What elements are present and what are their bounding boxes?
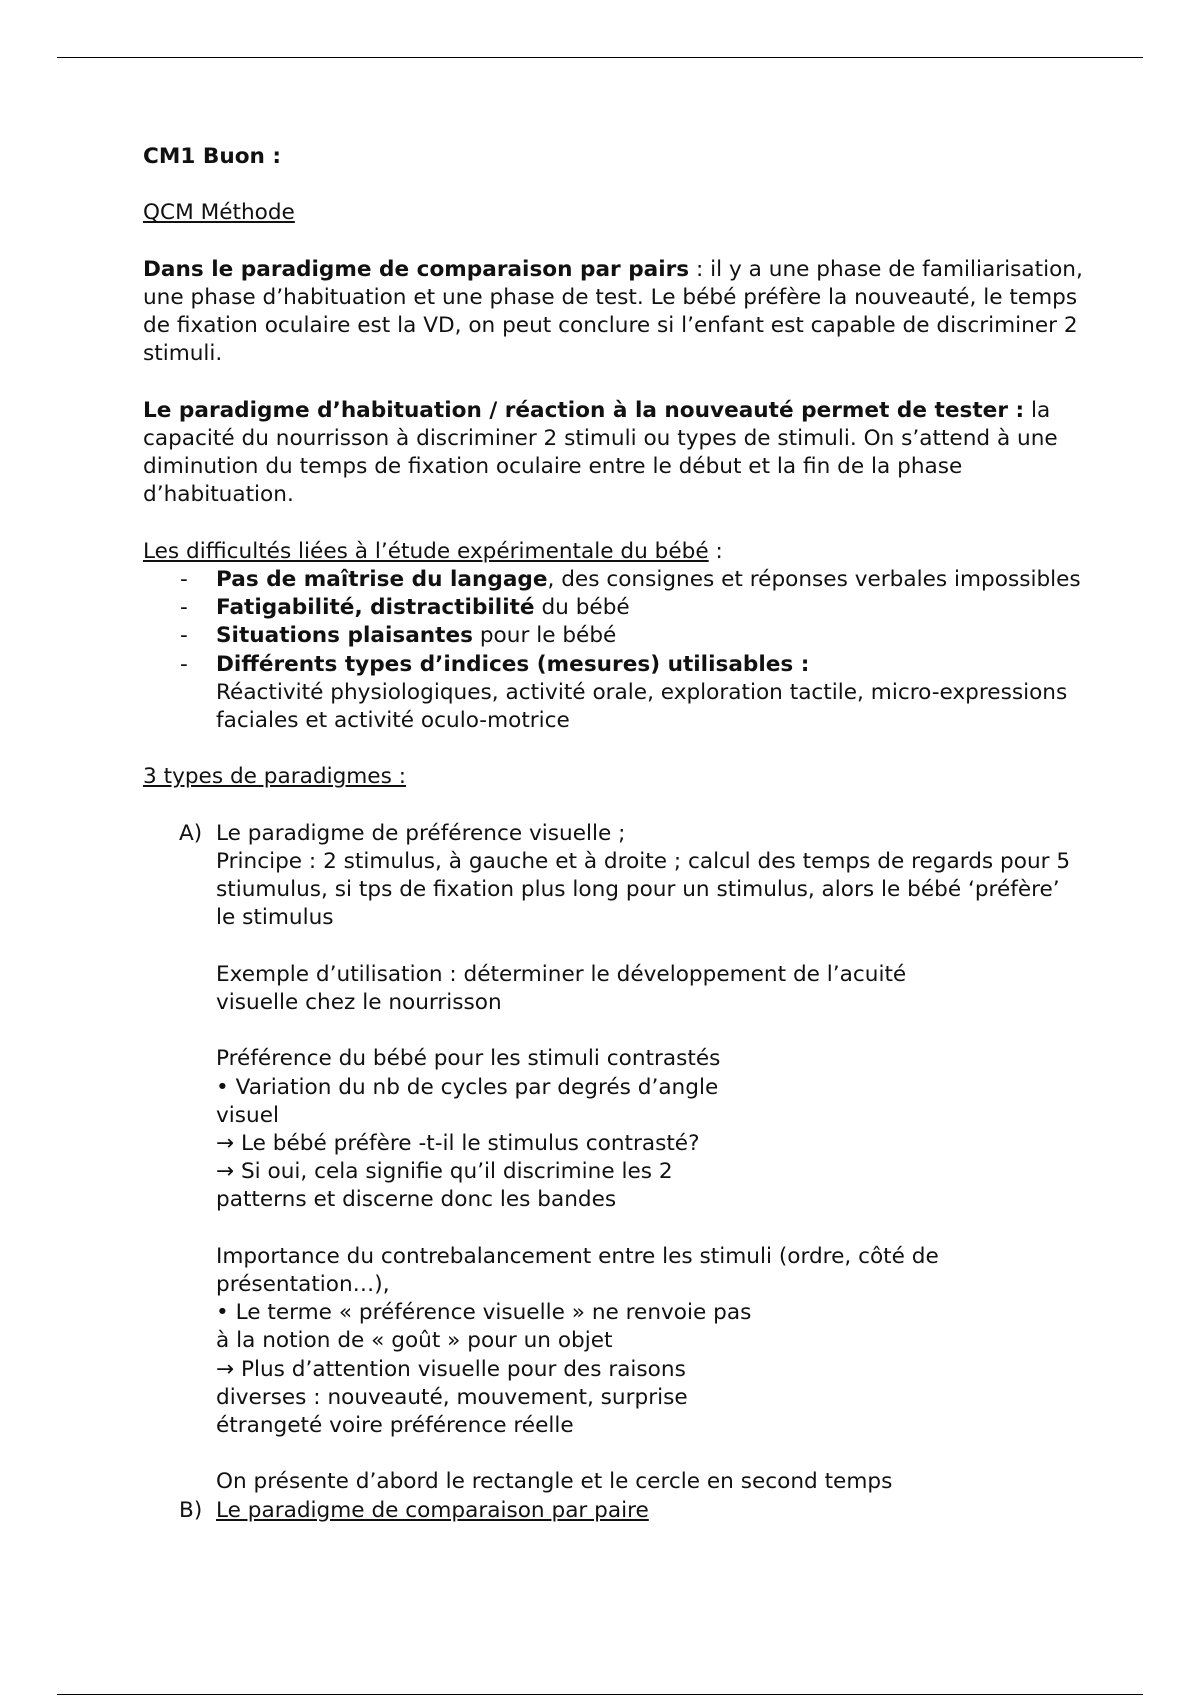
section-heading: QCM Méthode (143, 200, 295, 226)
paradigm-a-title: Le paradigme de préférence visuelle ; (216, 820, 626, 846)
counterbalance-line: Importance du contrebalancement entre les stimuli (ordre, côté de présentation…), (216, 1243, 939, 1297)
counterbalance-line: diverses : nouveauté, mouvement, surprise (216, 1384, 688, 1410)
counterbalance-line: • Le terme « préférence visuelle » ne renvoie pas (216, 1300, 752, 1326)
paragraph-paired-comparison (143, 256, 1083, 369)
list-item-text: pour le bébé (472, 623, 617, 649)
dash-marker: - (180, 595, 188, 621)
list-item-text: du bébé (534, 595, 630, 621)
document-body (143, 143, 1083, 1525)
paradigm-a-example (216, 961, 1083, 1017)
list-item-lead: Fatigabilité, distractibilité (216, 595, 535, 621)
list-item (143, 622, 1083, 650)
paradigm-b-marker: B) (179, 1497, 203, 1523)
dash-marker: - (180, 623, 188, 649)
list-item-lead: Situations plaisantes (216, 623, 473, 649)
difficulties-heading (143, 538, 1083, 566)
footer-rule (57, 1694, 1143, 1695)
paragraph-habituation (143, 397, 1083, 510)
paradigm-a-closing: On présente d’abord le rectangle et le cercle en second temps (216, 1469, 893, 1495)
list-item (143, 566, 1083, 594)
contrast-line: • Variation du nb de cycles par degrés d’angle (216, 1074, 719, 1100)
paragraph-text: : il y a une phase de familiarisation, une phase d’habituation et une phase de test. Le bébé préfère la nouveauté, le temps de fixation oculaire est la VD, on peut conclure si l’enfant est capable de discriminer 2 stimuli. (143, 256, 1083, 367)
contrast-line: visuel (216, 1102, 279, 1128)
dash-marker: - (180, 566, 188, 592)
list-item-lead: Pas de maîtrise du langage (216, 566, 548, 592)
contrast-line: → Le bébé préfère -t-il le stimulus contrasté? (216, 1130, 700, 1156)
paradigm-a-principle: Principe : 2 stimulus, à gauche et à droite ; calcul des temps de regards pour 5 stiumulus, si tps de fixation plus long pour un stimulus, alors le bébé ‘préfère’ le stimulus (216, 848, 1071, 931)
list-item-text: Réactivité physiologiques, activité orale, exploration tactile, micro-expressions faciales et activité oculo-motrice (216, 679, 1068, 733)
counterbalance-line: → Plus d’attention visuelle pour des raisons (216, 1356, 686, 1382)
difficulties-heading-suffix: : (708, 538, 723, 564)
list-item (143, 651, 1083, 736)
list-item (143, 594, 1083, 622)
difficulties-heading-text: Les difficultés liées à l’étude expérimentale du bébé (143, 538, 709, 564)
difficulties-list (143, 566, 1083, 735)
counterbalance-line: à la notion de « goût » pour un objet (216, 1328, 613, 1354)
contrast-line: Préférence du bébé pour les stimuli contrastés (216, 1046, 721, 1072)
paragraph-text: la capacité du nourrisson à discriminer 2 stimuli ou types de stimuli. On s’attend à une diminution du temps de fixation oculaire entre le début et la fin de la phase d’habituation. (143, 397, 1058, 508)
paragraph-lead: Le paradigme d’habituation / réaction à la nouveauté permet de tester : (143, 397, 1025, 423)
dash-marker: - (180, 651, 188, 677)
counterbalance-block (216, 1243, 1083, 1440)
paragraph-lead: Dans le paradigme de comparaison par pairs (143, 256, 690, 282)
list-item-lead: Différents types d’indices (mesures) utilisables : (216, 651, 810, 677)
paradigm-b-title: Le paradigme de comparaison par paire (216, 1497, 649, 1523)
paradigm-b (143, 1497, 1083, 1525)
header-rule (57, 57, 1143, 58)
example-line: visuelle chez le nourrisson (216, 989, 502, 1015)
document-title: CM1 Buon : (143, 144, 282, 169)
paradigm-a-marker: A) (179, 820, 203, 846)
counterbalance-line: étrangeté voire préférence réelle (216, 1413, 574, 1438)
list-item-text: , des consignes et réponses verbales impossibles (547, 566, 1081, 592)
contrast-block (216, 1045, 1083, 1214)
contrast-line: → Si oui, cela signifie qu’il discrimine les 2 (216, 1159, 673, 1185)
paradigms-heading: 3 types de paradigmes : (143, 764, 406, 790)
example-line: Exemple d’utilisation : déterminer le développement de l’acuité (216, 961, 907, 987)
paradigm-a (143, 820, 1083, 1497)
contrast-line: patterns et discerne donc les bandes (216, 1187, 617, 1213)
